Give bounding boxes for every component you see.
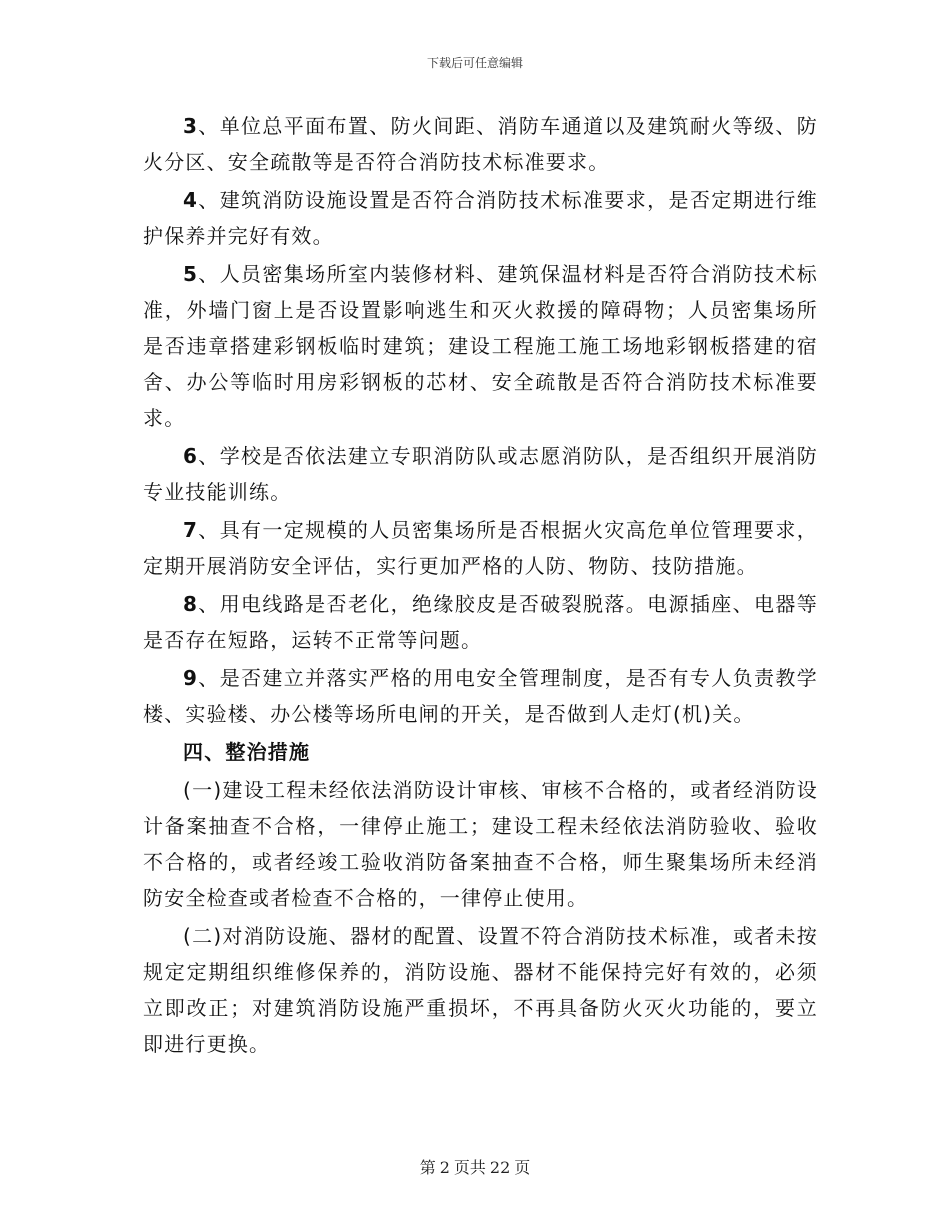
item-text: 具有一定规模的人员密集场所是否根据火灾高危单位管理要求，定期开展消防安全评估，实行更加严格的人防、物防、技防措施。 — [143, 518, 819, 578]
item-text: 学校是否依法建立专职消防队或志愿消防队，是否组织开展消防专业技能训练。 — [143, 444, 819, 504]
list-item-5 — [143, 256, 818, 436]
item-text: 人员密集场所室内装修材料、建筑保温材料是否符合消防技术标准，外墙门窗上是否设置影响逃生和灭火救援的障碍物；人员密集场所是否违章搭建彩钢板临时建筑；建设工程施工施工场地彩钢板搭建的宿舍、办公等临时用房彩钢板的芯材、安全疏散是否符合消防技术标准要求。 — [143, 262, 819, 430]
list-item-6 — [143, 438, 818, 510]
item-separator: 、 — [198, 666, 220, 690]
footer-prefix: 第 — [419, 1158, 436, 1177]
footer-suffix: 页 — [514, 1158, 531, 1177]
footer-total-pages: 22 — [489, 1158, 511, 1177]
item-separator: 、 — [198, 188, 220, 212]
item-separator: 、 — [198, 114, 220, 138]
item-number: 5 — [183, 262, 199, 286]
item-separator: 、 — [198, 518, 220, 542]
list-item-7 — [143, 512, 818, 584]
footer-mid: 页共 — [453, 1158, 486, 1177]
item-text: 是否建立并落实严格的用电安全管理制度，是否有专人负责教学楼、实验楼、办公楼等场所电闸的开关，是否做到人走灯(机)关。 — [143, 666, 819, 726]
item-separator: 、 — [198, 262, 220, 286]
item-text: 建筑消防设施设置是否符合消防技术标准要求，是否定期进行维护保养并完好有效。 — [143, 188, 819, 248]
item-number: 6 — [183, 444, 199, 468]
item-separator: 、 — [198, 444, 220, 468]
section-paragraph-2: (二)对消防设施、器材的配置、设置不符合消防技术标准，或者未按规定定期组织维修保养的，消防设施、器材不能保持完好有效的，必须立即改正；对建筑消防设施严重损坏，不再具备防火灭火功能的，要立即进行更换。 — [143, 924, 818, 1056]
footer-page-number: 2 — [439, 1158, 450, 1177]
item-number: 7 — [183, 518, 199, 542]
page-footer — [0, 1155, 950, 1178]
item-number: 4 — [183, 188, 199, 212]
item-text: 用电线路是否老化，绝缘胶皮是否破裂脱落。电源插座、电器等是否存在短路，运转不正常等问题。 — [143, 592, 819, 652]
item-separator: 、 — [198, 592, 220, 616]
list-item-3 — [143, 108, 818, 180]
section-heading: 四、整治措施 — [183, 740, 311, 764]
list-item-8 — [143, 586, 818, 658]
list-item-9 — [143, 660, 818, 732]
item-number: 9 — [183, 666, 199, 690]
header-note: 下载后可任意编辑 — [426, 56, 523, 70]
document-body — [143, 108, 818, 1064]
section-paragraph-1: (一)建设工程未经依法消防设计审核、审核不合格的，或者经消防设计备案抽查不合格，一律停止施工；建设工程未经依法消防验收、验收不合格的，或者经竣工验收消防备案抽查不合格，师生聚集场所未经消防安全检查或者检查不合格的，一律停止使用。 — [143, 778, 818, 910]
item-text: 单位总平面布置、防火间距、消防车通道以及建筑耐火等级、防火分区、安全疏散等是否符合消防技术标准要求。 — [143, 114, 819, 174]
list-item-4 — [143, 182, 818, 254]
item-number: 3 — [183, 114, 199, 138]
item-number: 8 — [183, 592, 199, 616]
